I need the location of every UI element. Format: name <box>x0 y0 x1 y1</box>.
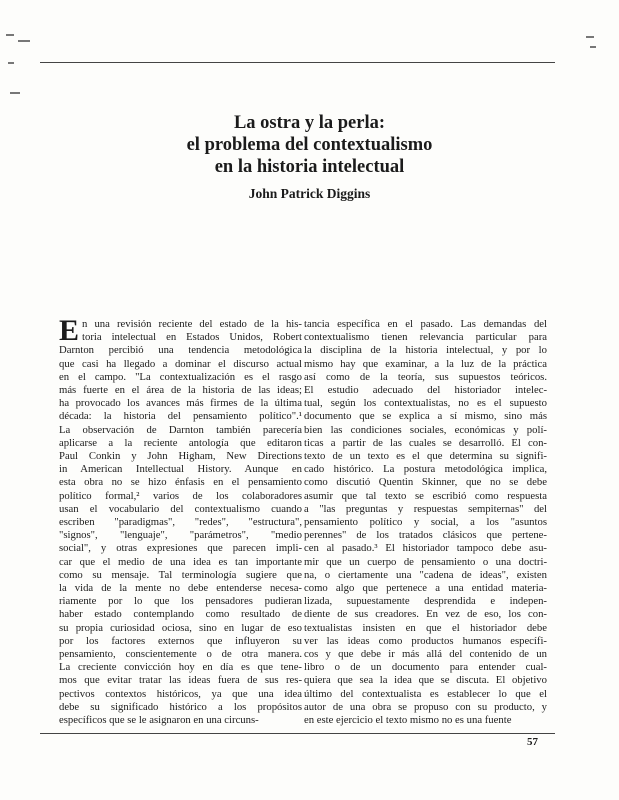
scan-mark <box>590 46 596 48</box>
text-line: cos y que debe ir más allá del contenido de un <box>304 648 547 661</box>
text-line: "signos", "lenguaje", "parámetros", "medio <box>59 529 302 542</box>
text-line: mir que un cuerpo de pensamiento o una doctri- <box>304 555 547 568</box>
text-line: riamente por lo que los pensadores pudieran <box>59 595 302 608</box>
top-rule <box>40 62 555 63</box>
text-line: aplicarse a la reciente antología que editaron <box>59 436 302 449</box>
text-line: mismo hay que examinar, a la luz de la práctica <box>304 357 547 370</box>
scan-mark <box>10 92 20 94</box>
text-line: específicos que se le asignaron en una circuns- <box>59 714 259 727</box>
text-line: ver las ideas como productos humanos específi- <box>304 634 547 647</box>
text-line: último del contextualista es establecer lo que el <box>304 687 547 700</box>
text-line: así como de la teoría, sus supuestos teóricos. <box>304 370 547 383</box>
title-line: el problema del contextualismo <box>186 135 433 155</box>
text-line: pensamiento, conscientemente o de otra manera. <box>59 648 302 661</box>
text-line: esta obra no se hizo énfasis en el pensamiento <box>59 476 302 489</box>
left-column <box>59 314 302 727</box>
scan-mark <box>6 34 14 36</box>
text-line: debe su significado histórico a los propósitos <box>59 700 302 713</box>
text-line: década: la historia del pensamiento político".¹ <box>59 410 302 423</box>
text-line: toria intelectual en Estados Unidos, Robert <box>82 331 302 344</box>
page-number: 57 <box>527 736 538 748</box>
text-line: car que el medio de una idea es tan importante <box>59 555 302 568</box>
author-name: John Patrick Diggins <box>248 186 371 201</box>
text-line: lizada, supuestamente desprendida e indepen- <box>304 595 547 608</box>
text-line: en este ejercicio el texto mismo no es una fuente <box>304 714 512 727</box>
text-line: la vida de la mente no debe entenderse necesa- <box>59 582 302 595</box>
drop-cap: E <box>59 314 80 347</box>
text-line: in American Intellectual History. Aunque en <box>59 463 302 476</box>
text-line: La creciente convicción hoy en día es que tene- <box>59 661 302 674</box>
text-line: bien las condiciones sociales, económicas y polí- <box>304 423 547 436</box>
text-line: diente de sus creadores. En vez de eso, los con- <box>304 608 547 621</box>
text-line: na, o ciertamente una "cadena de ideas", existen <box>304 568 547 581</box>
right-column <box>304 318 547 727</box>
scan-mark <box>586 36 594 38</box>
text-line: como discutió Quentin Skinner, que no se debe <box>304 476 547 489</box>
text-line: haber estado contemplando como resultado de <box>59 608 302 621</box>
text-line: texto de un texto es el que determina su signifi- <box>304 450 547 463</box>
title-line: La ostra y la perla: <box>233 113 386 133</box>
text-line: más fuerte en el área de la historia de las ideas; <box>59 384 302 397</box>
bottom-rule <box>40 733 555 734</box>
text-line: en el campo. "La contextualización es el rasgo <box>59 370 302 383</box>
text-line: cado histórico. La postura metodológica implica, <box>304 463 547 476</box>
text-line: autor de una obra se propuso con su producto, y <box>304 700 547 713</box>
text-line: como su mensaje. Tal terminología sugiere que <box>59 568 302 581</box>
text-line: por los factores externos que influyeron su <box>59 634 302 647</box>
text-line: la disciplina de la historia intelectual, y por lo <box>304 344 547 357</box>
scan-mark <box>8 62 14 64</box>
text-line: perennes" de los tratados clásicos que pertene- <box>304 529 547 542</box>
text-line: libro o de un documento para entender cual- <box>304 661 547 674</box>
text-line: La observación de Darnton también parecería <box>59 423 302 436</box>
text-line: su propia curiosidad ociosa, sino en lugar de eso <box>59 621 302 634</box>
text-line: a "las preguntas y respuestas sempiternas" del <box>304 502 547 515</box>
text-line: El estudio adecuado del historiador intelec- <box>304 384 547 397</box>
text-line: político formal,² varios de los colaboradores <box>59 489 302 502</box>
text-line: textualistas insisten en que el historiador debe <box>304 621 547 634</box>
scan-mark <box>18 40 30 42</box>
text-line: Paul Conkin y John Higham, New Directions <box>59 450 302 463</box>
text-line: quiera que sea la idea que se discuta. El objetivo <box>304 674 547 687</box>
text-line: que casi ha llegado a dominar el discurso actual <box>59 357 302 370</box>
title-line: en la historia intelectual <box>214 157 405 177</box>
text-line: documento que se explica a sí mismo, sino más <box>304 410 547 423</box>
text-line: pensamiento político y social, a los "asuntos <box>304 516 547 529</box>
text-line: n una revisión reciente del estado de la his- <box>82 318 302 330</box>
text-line: social", y otras expresiones que parecen impli- <box>59 542 302 555</box>
text-line: tual, según los contextualistas, no es el supuesto <box>304 397 547 410</box>
text-line: como algo que pertenece a una entidad materia- <box>304 582 547 595</box>
text-line: pectivos contextos históricos, ya que una idea <box>59 687 302 700</box>
text-line: escriben "paradigmas", "redes", "estructura", <box>59 516 302 529</box>
text-line: asumir que tal texto se escribió como respuesta <box>304 489 547 502</box>
text-line: ha provocado los avances más firmes de la última <box>59 397 302 410</box>
text-line: contextualismo tienen relevancia particular para <box>304 331 547 344</box>
text-line: tancia específica en el pasado. Las demandas del <box>304 318 547 330</box>
text-line: cen al pasado.³ El historiador tampoco debe asu- <box>304 542 547 555</box>
article-title <box>0 112 619 178</box>
text-line: ticas a partir de las cuales se desarrolló. El con- <box>304 436 547 449</box>
text-line: Darnton percibió una tendencia metodológica <box>59 344 302 357</box>
text-line: usan el vocabulario del contextualismo cuando <box>59 502 302 515</box>
text-line: mos que evitar tratar las ideas fuera de sus res- <box>59 674 302 687</box>
